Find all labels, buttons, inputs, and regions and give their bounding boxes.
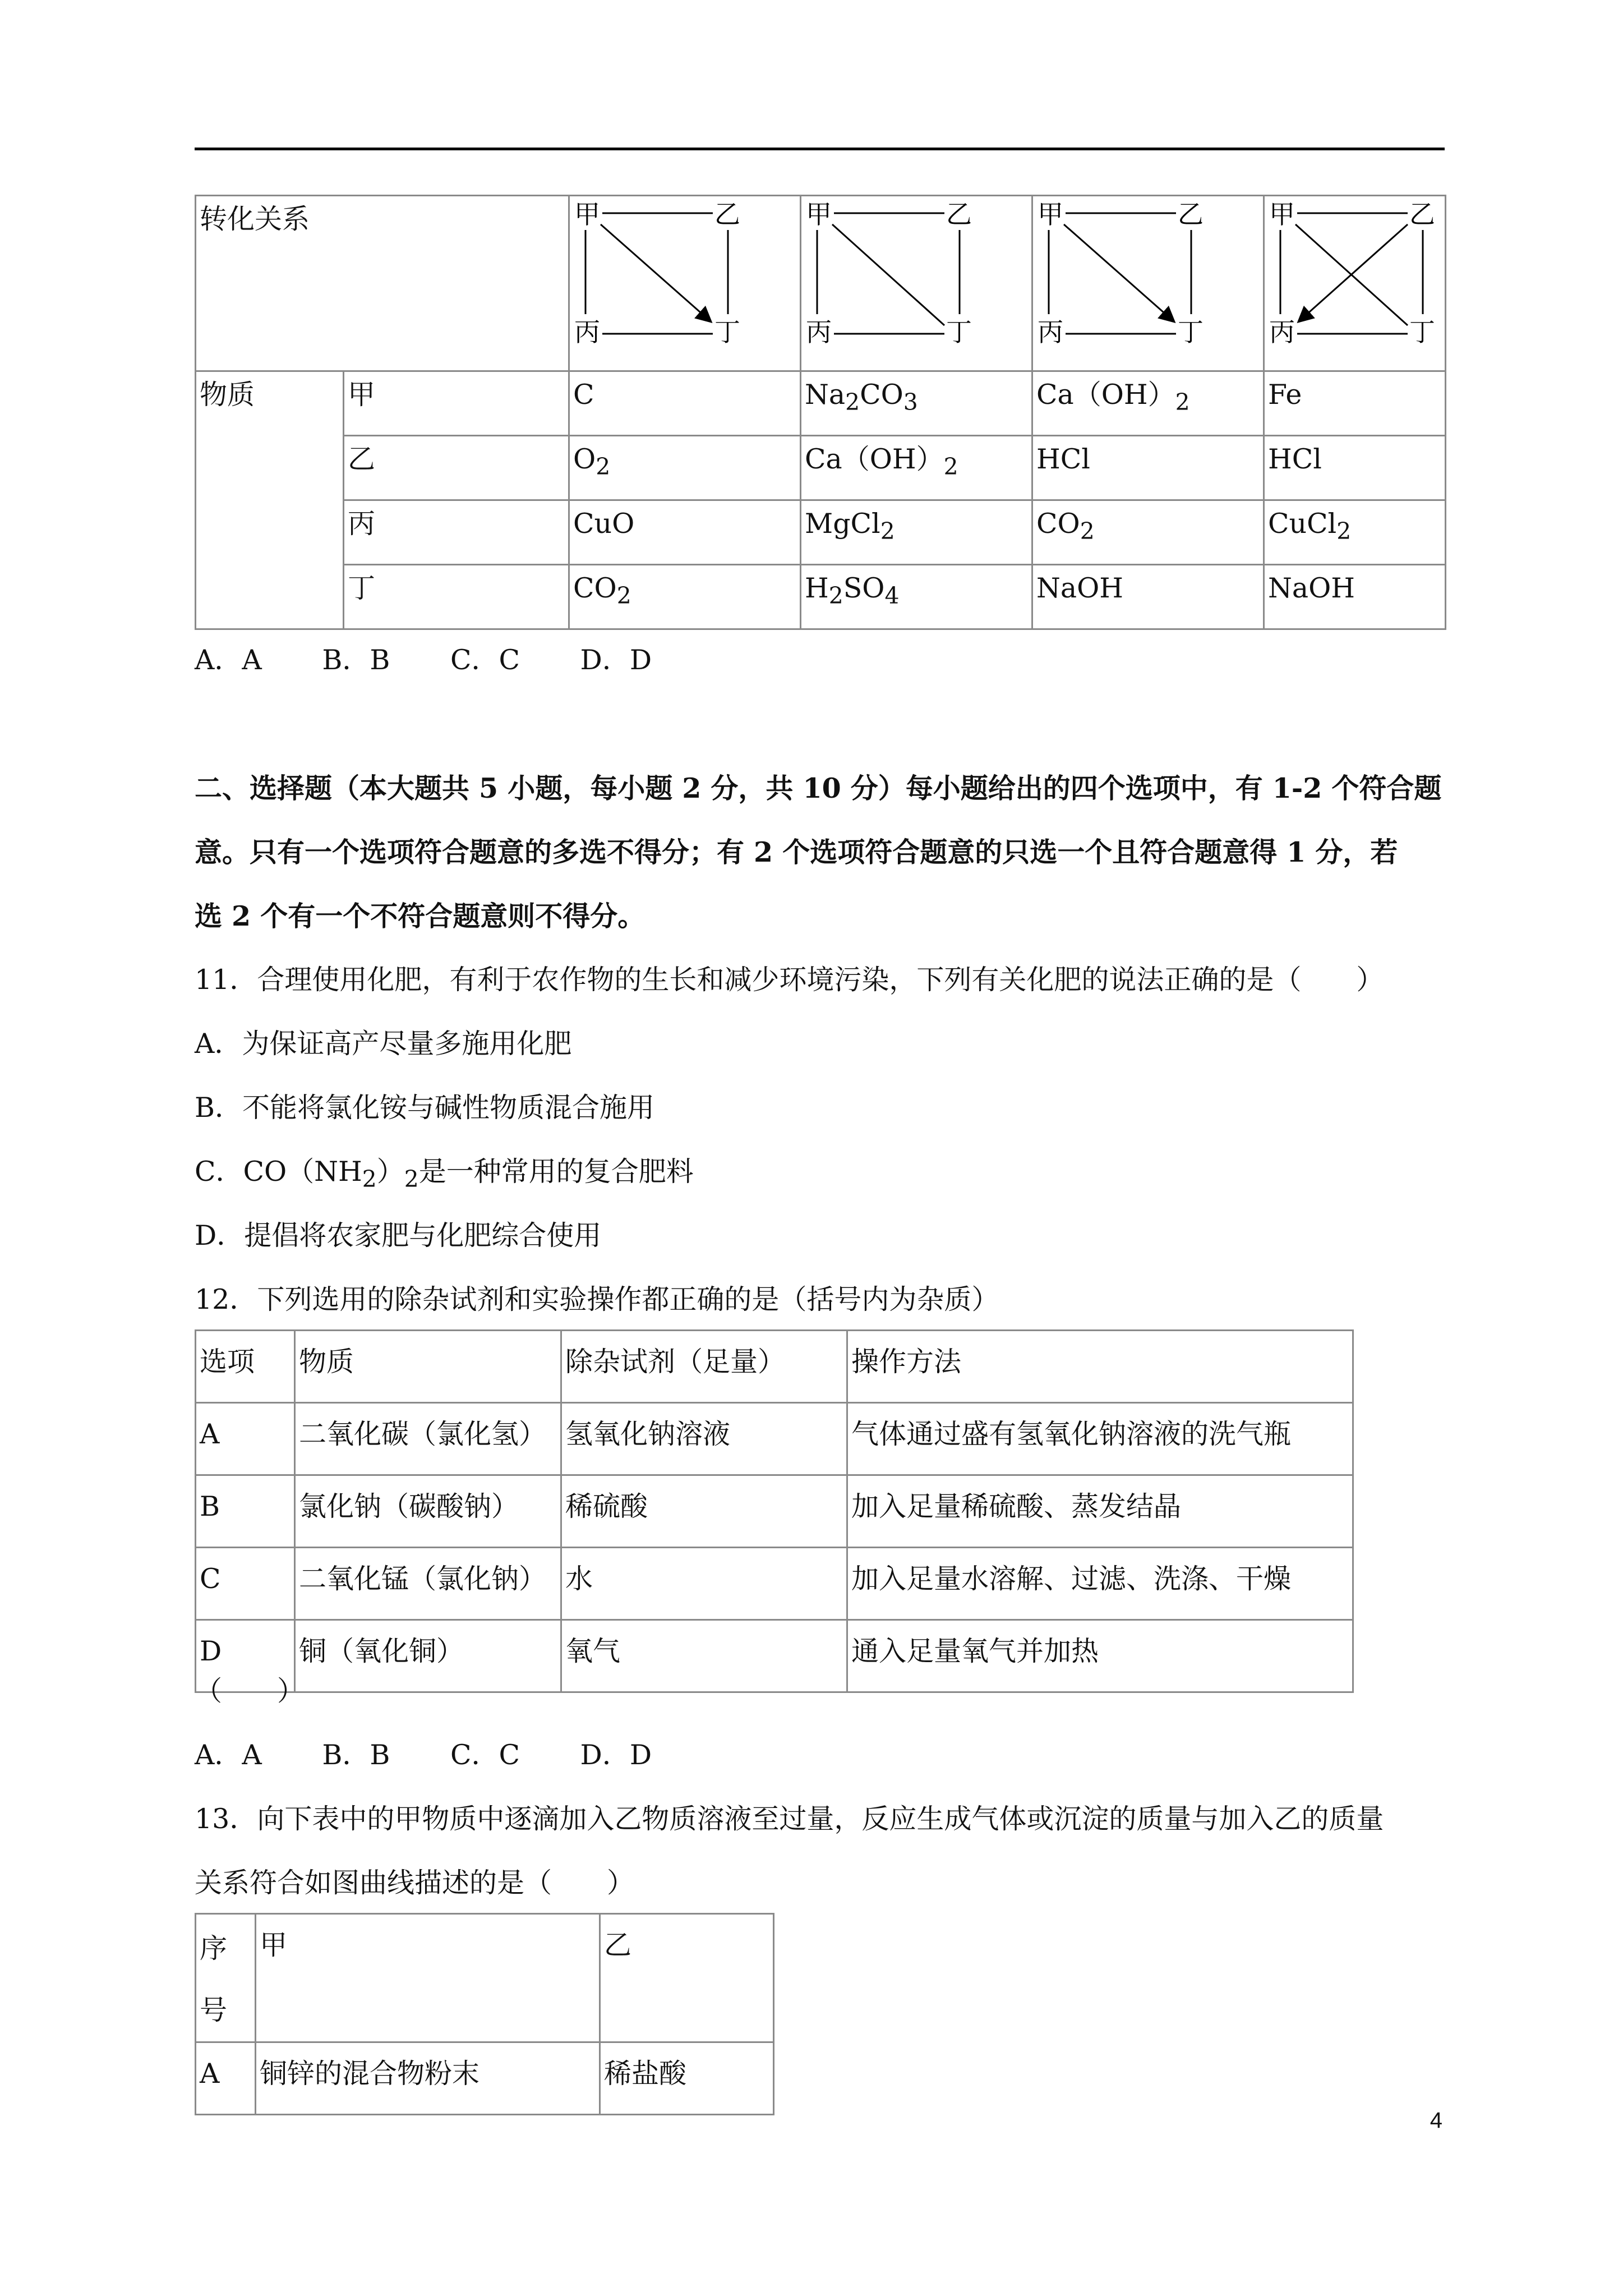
cell: C (196, 1548, 295, 1620)
label-jia: 甲 (1038, 199, 1064, 229)
label-ding: 丁 (714, 317, 741, 347)
label-ding: 丁 (946, 317, 972, 347)
header-rule (195, 148, 1445, 150)
cell: 氢氧化钠溶液 (561, 1403, 847, 1475)
cell: 铜锌的混合物粉末 (256, 2042, 600, 2115)
cell: $CO_2$ (1032, 500, 1264, 565)
cell: 加入足量稀硫酸、蒸发结晶 (847, 1475, 1353, 1548)
cell: MgCl$_2$ (801, 500, 1032, 565)
cell: CuO (569, 500, 801, 565)
cell: NaOH (1264, 565, 1446, 629)
cell: 加入足量水溶解、过滤、洗涤、干燥 (847, 1548, 1353, 1620)
cell: B (196, 1475, 295, 1548)
cell: C (569, 371, 801, 436)
option-a[interactable]: A．A (195, 1739, 262, 1771)
q12-table (195, 1329, 1354, 1693)
option-a[interactable]: A．A (195, 644, 262, 676)
arrow-jia-ding (601, 224, 710, 321)
cell: 二氧化锰（氯化钠） (295, 1548, 561, 1620)
option-b[interactable]: B．B (322, 1739, 390, 1771)
cell: $Ca(OH)_2$ (1032, 371, 1264, 436)
cell: D (196, 1620, 295, 1692)
q12-stem: 12．下列选用的除杂试剂和实验操作都正确的是（括号内为杂质） (195, 1283, 999, 1315)
cell: 气体通过盛有氢氧化钠溶液的洗气瓶 (847, 1403, 1353, 1475)
q10-options (195, 644, 703, 677)
transform-diagram-a (570, 196, 744, 348)
label-bing: 丙 (574, 317, 601, 347)
cell: Fe (1264, 371, 1446, 436)
q12-options (195, 1739, 703, 1772)
cell: 通入足量氧气并加热 (847, 1620, 1353, 1692)
arrow-yi-bing (1299, 224, 1408, 321)
header-cell: 乙 (600, 1914, 774, 2042)
header-cell: 甲 (256, 1914, 600, 2042)
row-label: 丁 (344, 565, 569, 629)
cell: 稀盐酸 (600, 2042, 774, 2115)
section2-line2: 意。只有一个选项符合题意的多选不得分；有 2 个选项符合题意的只选一个且符合题意得 1 分，若 (195, 836, 1398, 868)
header-index-char1: 序 (200, 1932, 228, 1964)
transformation-table (195, 195, 1446, 630)
header-cell: 除杂试剂（足量） (561, 1331, 847, 1403)
substance-label: 物质 (196, 371, 344, 629)
label-jia: 甲 (1269, 199, 1295, 229)
row-header-transformation: 转化关系 (196, 196, 569, 371)
page-number: 4 (1430, 2108, 1442, 2133)
q11-option-c[interactable]: C．$CO(NH_2)_2$是一种常用的复合肥料 (195, 1156, 694, 1193)
diagram-cell-c (1032, 196, 1264, 371)
cell: 铜（氧化铜） (295, 1620, 561, 1692)
label-ding: 丁 (1178, 317, 1204, 347)
cell: 氯化钠（碳酸钠） (295, 1475, 561, 1548)
header-cell: 选项 (196, 1331, 295, 1403)
label-bing: 丙 (1269, 317, 1295, 347)
label-yi: 乙 (1178, 199, 1204, 229)
diagram-cell-d (1264, 196, 1446, 371)
transform-diagram-c (1033, 196, 1207, 348)
cell: 水 (561, 1548, 847, 1620)
cell: $O_2$ (569, 436, 801, 500)
transform-diagram-b (801, 196, 975, 348)
header-index-char2: 号 (200, 1994, 228, 2026)
label-ding: 丁 (1409, 317, 1436, 347)
row-label: 甲 (344, 371, 569, 436)
header-cell-index (196, 1914, 256, 2042)
row-label: 乙 (344, 436, 569, 500)
label-jia: 甲 (806, 199, 832, 229)
cell: A (196, 2042, 256, 2115)
q13-stem-line2: 关系符合如图曲线描述的是（ ） (195, 1867, 635, 1899)
option-c[interactable]: C．C (450, 1739, 520, 1771)
header-cell: 操作方法 (847, 1331, 1353, 1403)
label-yi: 乙 (946, 199, 972, 229)
line-jia-ding (832, 224, 944, 325)
q12-answer-blank: （ ） (195, 1675, 305, 1707)
q11-option-d[interactable]: D．提倡将农家肥与化肥综合使用 (195, 1220, 602, 1251)
cell: 稀硫酸 (561, 1475, 847, 1548)
cell: CuCl$_2$ (1264, 500, 1446, 565)
q13-table (195, 1913, 774, 2115)
label-yi: 乙 (1409, 199, 1436, 229)
section2-line1: 二、选择题（本大题共 5 小题，每小题 2 分，共 10 分）每小题给出的四个选项中，有 1-2 个符合题 (195, 772, 1442, 804)
cell: HCl (1032, 436, 1264, 500)
transform-diagram-d (1265, 196, 1438, 348)
cell: A (196, 1403, 295, 1475)
diagram-cell-a (569, 196, 801, 371)
option-c[interactable]: C．C (450, 644, 520, 676)
section2-line3: 选 2 个有一个不符合题意则不得分。 (195, 900, 645, 932)
label-bing: 丙 (806, 317, 832, 347)
label-yi: 乙 (714, 199, 741, 229)
row-label: 丙 (344, 500, 569, 565)
q13-stem-line1: 13．向下表中的甲物质中逐滴加入乙物质溶液至过量，反应生成气体或沉淀的质量与加入乙的质量 (195, 1803, 1384, 1835)
arrow-jia-ding (1064, 224, 1173, 321)
cell: $Na_2CO_3$ (801, 371, 1032, 436)
q11-option-a[interactable]: A．为保证高产尽量多施用化肥 (195, 1028, 572, 1060)
cell: HCl (1264, 436, 1446, 500)
option-d[interactable]: D．D (580, 1739, 652, 1771)
diagram-cell-b (801, 196, 1032, 371)
cell: $Ca(OH)_2$ (801, 436, 1032, 500)
header-cell: 物质 (295, 1331, 561, 1403)
option-b[interactable]: B．B (322, 644, 390, 676)
cell: 二氧化碳（氯化氢） (295, 1403, 561, 1475)
cell: NaOH (1032, 565, 1264, 629)
cell: $H_2SO_4$ (801, 565, 1032, 629)
q11-option-b[interactable]: B．不能将氯化铵与碱性物质混合施用 (195, 1092, 655, 1124)
cell: $CO_2$ (569, 565, 801, 629)
label-bing: 丙 (1038, 317, 1064, 347)
q11-stem: 11．合理使用化肥，有利于农作物的生长和减少环境污染，下列有关化肥的说法正确的是（ ） (195, 964, 1384, 996)
label-jia: 甲 (574, 199, 601, 229)
option-d[interactable]: D．D (580, 644, 652, 676)
cell: 氧气 (561, 1620, 847, 1692)
